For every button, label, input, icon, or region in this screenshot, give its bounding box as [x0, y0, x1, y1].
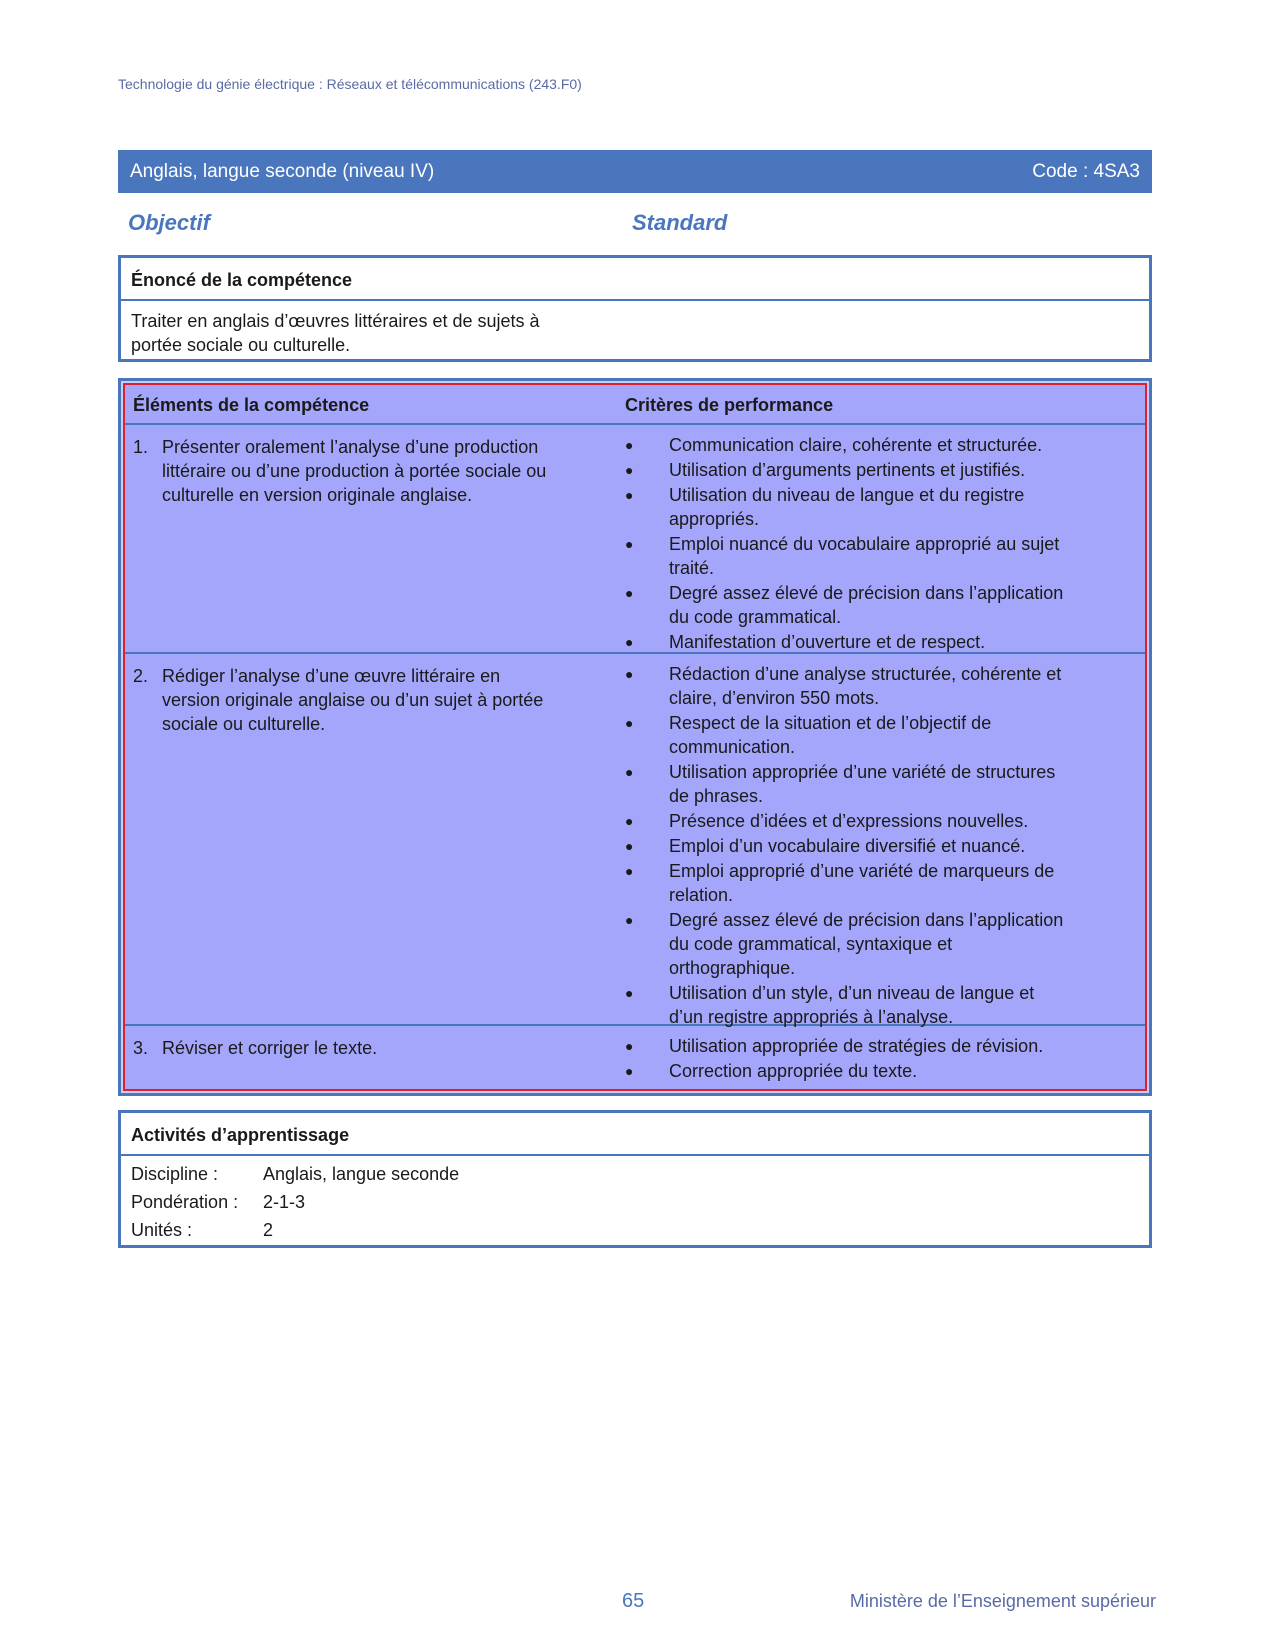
element-line: Rédiger l’analyse d’une œuvre littéraire en	[162, 666, 501, 686]
criterion-item	[625, 581, 1115, 629]
table-row	[125, 425, 1145, 654]
bullet-icon: ●	[625, 863, 634, 879]
criterion-line: du code grammatical, syntaxique et	[669, 934, 953, 954]
criteria-list	[625, 1034, 1115, 1083]
element-text	[162, 435, 612, 507]
bullet-icon: ●	[625, 585, 634, 601]
criterion-line: de phrases.	[669, 786, 764, 806]
activites-heading: Activités d’apprentissage	[121, 1113, 1149, 1156]
element-number: 3.	[133, 1038, 149, 1058]
criterion-line: Respect de la situation et de l’objectif de	[669, 713, 992, 733]
criterion-line: relation.	[669, 885, 734, 905]
bullet-icon: ●	[625, 1063, 634, 1079]
criterion-line: du code grammatical.	[669, 607, 842, 627]
discipline-value: Anglais, langue seconde	[263, 1164, 460, 1184]
bullet-icon: ●	[625, 985, 634, 1001]
unites-label: Unités :	[131, 1220, 193, 1240]
criterion-item	[625, 662, 1115, 710]
criterion-line: Communication claire, cohérente et structurée.	[669, 435, 1043, 455]
enonce-line: Traiter en anglais d’œuvres littéraires et de sujets à	[131, 311, 540, 331]
criterion-item	[625, 458, 1115, 482]
criterion-line: d’un registre appropriés à l’analyse.	[669, 1007, 954, 1027]
criterion-item	[625, 908, 1115, 980]
element-line: littéraire ou d’une production à portée sociale ou	[162, 461, 547, 481]
criterion-item	[625, 483, 1115, 531]
criteria-cell	[625, 662, 1115, 1030]
criterion-line: traité.	[669, 558, 715, 578]
criterion-line: Correction appropriée du texte.	[669, 1061, 918, 1081]
criterion-item	[625, 809, 1115, 833]
criterion-line: Degré assez élevé de précision dans l’application	[669, 583, 1064, 603]
element-line: sociale ou culturelle.	[162, 714, 326, 734]
course-code: Code : 4SA3	[1032, 160, 1140, 182]
unites-value: 2	[263, 1220, 274, 1240]
bullet-icon: ●	[625, 912, 634, 928]
competence-table	[118, 378, 1152, 1096]
criterion-item	[625, 532, 1115, 580]
bullet-icon: ●	[625, 666, 634, 682]
criterion-line: claire, d’environ 550 mots.	[669, 688, 880, 708]
criterion-line: Emploi nuancé du vocabulaire approprié au sujet	[669, 534, 1060, 554]
criterion-line: Utilisation d’un style, d’un niveau de langue et	[669, 983, 1035, 1003]
element-text	[162, 664, 612, 736]
ponderation-field	[131, 1188, 1139, 1216]
element-line: Réviser et corriger le texte.	[162, 1038, 378, 1058]
element-line: version originale anglaise ou d’un sujet à portée	[162, 690, 544, 710]
element-line: culturelle en version originale anglaise.	[162, 485, 473, 505]
bullet-icon: ●	[625, 487, 634, 503]
standard-heading: Standard	[632, 210, 728, 235]
discipline-label: Discipline :	[131, 1164, 219, 1184]
criterion-item	[625, 630, 1115, 654]
criterion-item	[625, 1034, 1115, 1058]
table-row	[125, 1026, 1145, 1092]
criterion-line: Manifestation d’ouverture et de respect.	[669, 632, 986, 652]
enonce-heading: Énoncé de la compétence	[121, 258, 1149, 301]
element-number: 1.	[133, 437, 149, 457]
course-title: Anglais, langue seconde (niveau IV)	[130, 160, 435, 182]
criterion-item	[625, 760, 1115, 808]
bullet-icon: ●	[625, 634, 634, 650]
criterion-item	[625, 433, 1115, 457]
bullet-icon: ●	[625, 715, 634, 731]
bullet-icon: ●	[625, 764, 634, 780]
criterion-line: communication.	[669, 737, 796, 757]
criterion-line: Présence d’idées et d’expressions nouvelles.	[669, 811, 1029, 831]
bullet-icon: ●	[625, 1038, 634, 1054]
criterion-item	[625, 981, 1115, 1029]
criterion-line: Utilisation appropriée d’une variété de structures	[669, 762, 1056, 782]
ponderation-label: Pondération :	[131, 1192, 239, 1212]
ponderation-value: 2-1-3	[263, 1192, 306, 1212]
discipline-field	[131, 1160, 1139, 1188]
criterion-line: Degré assez élevé de précision dans l’application	[669, 910, 1064, 930]
bullet-icon: ●	[625, 462, 634, 478]
criteria-cell	[625, 1034, 1115, 1084]
criterion-line: Rédaction d’une analyse structurée, cohérente et	[669, 664, 1062, 684]
criterion-item	[625, 834, 1115, 858]
running-header: Technologie du génie électrique : Réseaux et télécommunications (243.F0)	[118, 76, 582, 92]
element-number: 2.	[133, 666, 149, 686]
competence-table-body	[123, 383, 1147, 1091]
criteria-list	[625, 662, 1115, 1029]
criterion-line: appropriés.	[669, 509, 760, 529]
element-text	[162, 1036, 612, 1060]
course-title-bar	[118, 150, 1152, 193]
bullet-icon: ●	[625, 437, 634, 453]
header-criteres: Critères de performance	[625, 395, 834, 415]
bullet-icon: ●	[625, 838, 634, 854]
header-elements: Éléments de la compétence	[133, 395, 370, 415]
criterion-item	[625, 859, 1115, 907]
criteria-list	[625, 433, 1115, 654]
objectif-heading: Objectif	[128, 210, 210, 235]
activites-box	[118, 1110, 1152, 1248]
enonce-box	[118, 255, 1152, 362]
enonce-line: portée sociale ou culturelle.	[131, 335, 351, 355]
bullet-icon: ●	[625, 813, 634, 829]
unites-field	[131, 1216, 1139, 1244]
footer-ministry: Ministère de l’Enseignement supérieur	[849, 1591, 1156, 1611]
criterion-line: Emploi approprié d’une variété de marqueurs de	[669, 861, 1055, 881]
page-number: 65	[622, 1590, 645, 1612]
bullet-icon: ●	[625, 536, 634, 552]
enonce-text	[121, 301, 1149, 357]
criterion-line: Utilisation d’arguments pertinents et justifiés.	[669, 460, 1026, 480]
activites-fields	[121, 1156, 1149, 1244]
criterion-line: Utilisation du niveau de langue et du registre	[669, 485, 1025, 505]
criterion-item	[625, 1059, 1115, 1083]
criteria-cell	[625, 433, 1115, 655]
table-header	[125, 385, 1145, 425]
criterion-item	[625, 711, 1115, 759]
criterion-line: orthographique.	[669, 958, 796, 978]
criterion-line: Emploi d’un vocabulaire diversifié et nuancé.	[669, 836, 1026, 856]
table-row	[125, 654, 1145, 1026]
criterion-line: Utilisation appropriée de stratégies de révision.	[669, 1036, 1044, 1056]
element-line: Présenter oralement l’analyse d’une production	[162, 437, 539, 457]
